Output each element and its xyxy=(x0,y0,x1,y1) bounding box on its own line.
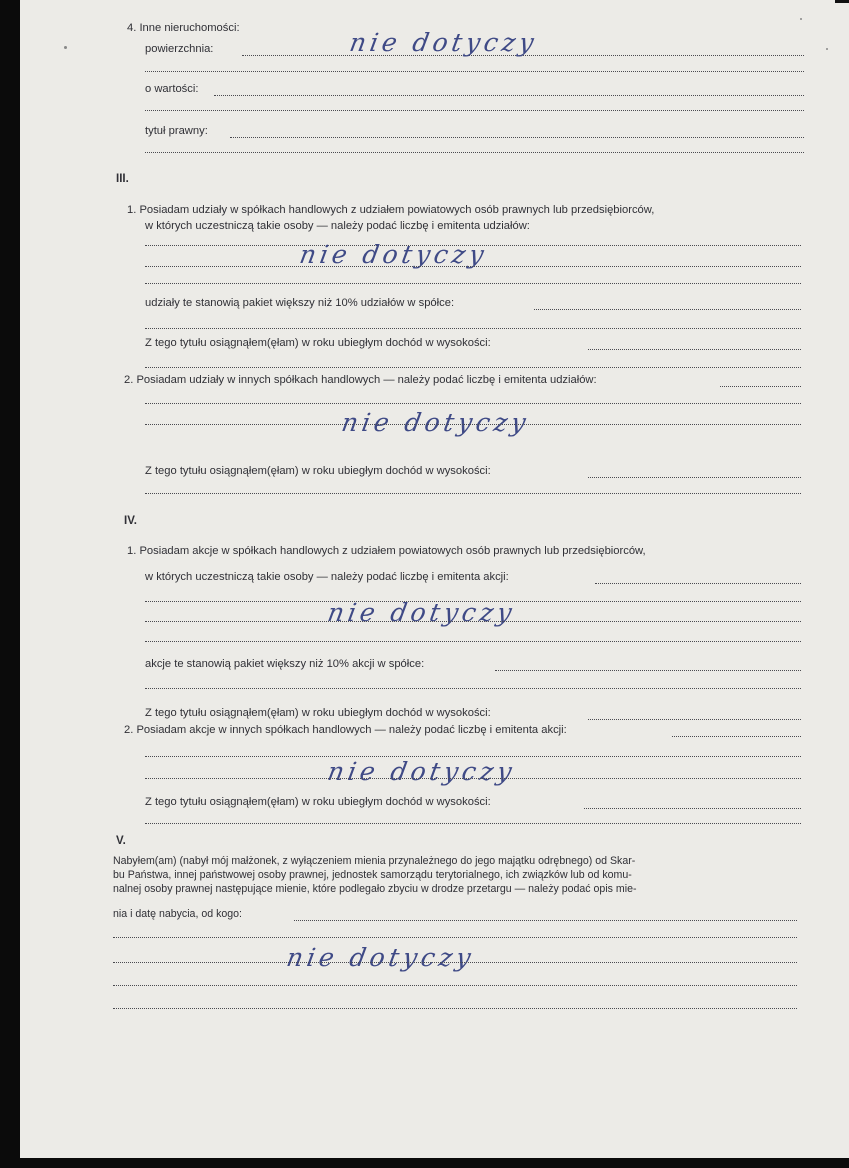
handwritten-entry-6: nie dotyczy xyxy=(284,943,477,972)
income-line-iv-1 xyxy=(588,719,801,720)
value-line xyxy=(214,95,804,96)
dotted-line xyxy=(145,367,801,368)
dotted-line xyxy=(145,621,801,622)
income-line-iv-2 xyxy=(584,808,801,809)
value-label: o wartości: xyxy=(145,83,199,95)
dotted-line xyxy=(145,778,801,779)
income-line-iii-1 xyxy=(588,349,801,350)
income-label-iii-1: Z tego tytułu osiągnąłem(ęłam) w roku ubiegłym dochód w wysokości: xyxy=(145,337,491,349)
dotted-line xyxy=(113,937,797,938)
area-label: powierzchnia: xyxy=(145,43,214,55)
dotted-line xyxy=(113,985,797,986)
section-iv-1-line2: w których uczestniczą takie osoby — należy podać liczbę i emitenta akcji: xyxy=(145,571,509,583)
legal-title-label: tytuł prawny: xyxy=(145,125,208,137)
dotted-line xyxy=(145,283,801,284)
income-line-iii-2 xyxy=(588,477,801,478)
dotted-line xyxy=(145,152,804,153)
section-v-text-line2: bu Państwa, innej państwowej osoby prawnej, jednostek samorządu terytorialnego, ich związków lub od komu- xyxy=(113,869,632,881)
section-iii-1-line1: 1. Posiadam udziały w spółkach handlowych z udziałem powiatowych osób prawnych lub przedsiębiorców, xyxy=(127,204,655,216)
item-4-label: 4. Inne nieruchomości: xyxy=(127,22,240,34)
shares-packet-label-iv: akcje te stanowią pakiet większy niż 10% akcji w spółce: xyxy=(145,658,425,670)
dotted-line xyxy=(294,920,797,921)
section-iii-heading: III. xyxy=(116,173,129,185)
section-iii-1-line2: w których uczestniczą takie osoby — należy podać liczbę i emitenta udziałów: xyxy=(145,220,530,232)
dotted-line xyxy=(145,641,801,642)
income-label-iv-1: Z tego tytułu osiągnąłem(ęłam) w roku ubiegłym dochód w wysokości: xyxy=(145,707,491,719)
legal-title-line xyxy=(230,137,804,138)
dotted-line xyxy=(113,1008,797,1009)
income-label-iv-2: Z tego tytułu osiągnąłem(ęłam) w roku ubiegłym dochód w wysokości: xyxy=(145,796,491,808)
shares-packet-label: udziały te stanowią pakiet większy niż 10% udziałów w spółce: xyxy=(145,297,455,309)
dotted-line xyxy=(113,962,797,963)
dotted-line xyxy=(145,688,801,689)
scan-speck xyxy=(800,18,802,20)
section-iv-heading: IV. xyxy=(124,515,138,527)
dotted-line xyxy=(145,403,801,404)
section-v-text-line4: nia i datę nabycia, od kogo: xyxy=(113,908,242,920)
shares-packet-line xyxy=(534,309,801,310)
dotted-line xyxy=(672,736,801,737)
scan-speck xyxy=(826,48,828,50)
dotted-line xyxy=(145,266,801,267)
dotted-line xyxy=(720,386,801,387)
section-iv-2-line1: 2. Posiadam akcje w innych spółkach handlowych — należy podać liczbę i emitenta akcji: xyxy=(124,724,567,736)
dotted-line xyxy=(145,823,801,824)
dotted-line xyxy=(145,71,804,72)
dotted-line xyxy=(595,583,801,584)
scan-border-bottom xyxy=(0,1158,849,1168)
section-v-heading: V. xyxy=(116,835,126,847)
section-iii-2-line1: 2. Posiadam udziały w innych spółkach handlowych — należy podać liczbę i emitenta udziałów: xyxy=(124,374,597,386)
handwritten-entry-1: nie dotyczy xyxy=(347,28,540,57)
income-label-iii-2: Z tego tytułu osiągnąłem(ęłam) w roku ubiegłym dochód w wysokości: xyxy=(145,465,491,477)
handwritten-entry-2: nie dotyczy xyxy=(297,240,490,269)
handwritten-entry-3: nie dotyczy xyxy=(339,408,532,437)
dotted-line xyxy=(145,493,801,494)
dotted-line xyxy=(145,110,804,111)
dotted-line xyxy=(145,328,801,329)
section-v-text-line3: nalnej osoby prawnej następujące mienie, które podlegało zbyciu w drodze przetargu — należy podać opis mie- xyxy=(113,883,637,895)
handwritten-entry-4: nie dotyczy xyxy=(325,598,518,627)
handwritten-entry-5: nie dotyczy xyxy=(325,757,518,786)
section-v-text-line1: Nabyłem(am) (nabył mój małżonek, z wyłączeniem mienia przynależnego do jego majątku odrębnego) od Skar- xyxy=(113,855,636,867)
dotted-line xyxy=(145,424,801,425)
section-iv-1-line1: 1. Posiadam akcje w spółkach handlowych z udziałem powiatowych osób prawnych lub przedsiębiorców, xyxy=(127,545,646,557)
shares-packet-line-iv xyxy=(495,670,801,671)
scan-speck xyxy=(64,46,67,49)
